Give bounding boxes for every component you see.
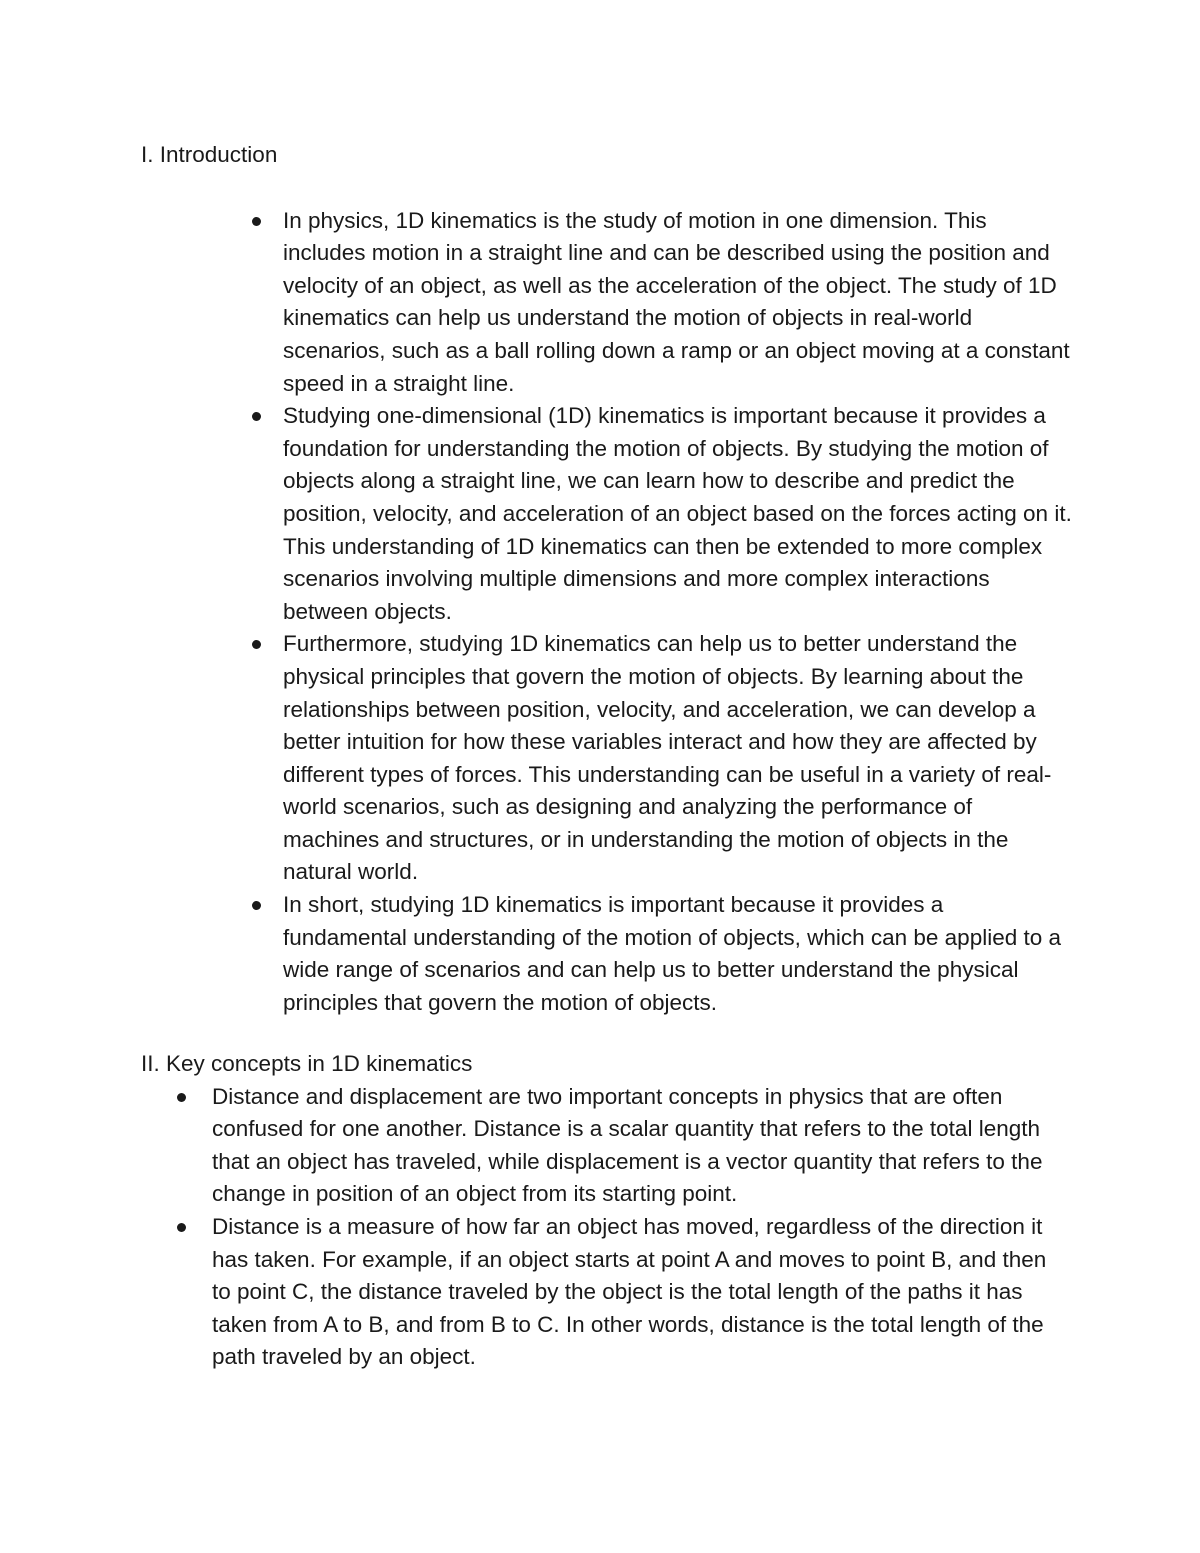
section-heading: II. Key concepts in 1D kinematics (141, 1051, 473, 1076)
section-heading: I. Introduction (141, 142, 278, 167)
list-item-text: In physics, 1D kinematics is the study of motion in one dimension. This includes motion in a straight line and can be described using the position and velocity of an object, as well as the acceleration of the object. The study of 1D kinematics can help us understand the motion of objects in real-world scenarios, such as a ball rolling down a ramp or an object moving at a constant speed in a straight line. (283, 207, 1070, 396)
list-item (0, 628, 1073, 889)
list-item (0, 889, 1073, 1019)
list-item-text: Distance and displacement are two important concepts in physics that are often confused for one another. Distance is a scalar quantity that refers to the total length that an object has traveled, while displacement is a vector quantity that refers to the change in position of an object from its starting point. (212, 1083, 1043, 1207)
list-item-text: Distance is a measure of how far an object has moved, regardless of the direction it has taken. For example, if an object starts at point A and moves to point B, and then to point C, the distance traveled by the object is the total length of the paths it has taken from A to B, and from B to C. In other words, distance is the total length of the path traveled by an object. (212, 1213, 1047, 1370)
list-item (0, 1211, 1064, 1374)
bullet-icon (177, 1223, 186, 1232)
section-key-concepts (0, 1048, 1200, 1374)
bullet-icon (252, 640, 261, 649)
bullet-icon (252, 217, 261, 226)
list-item-text: Furthermore, studying 1D kinematics can help us to better understand the physical principles that govern the motion of objects. By learning about the relationships between position, velocity, and acceleration, we can develop a better intuition for how these variables interact and how they are affected by different types of forces. This understanding can be useful in a variety of real-world scenarios, such as designing and analyzing the performance of machines and structures, or in understanding the motion of objects in the natural world. (283, 631, 1052, 885)
list-item-text: Studying one-dimensional (1D) kinematics is important because it provides a foundation for understanding the motion of objects. By studying the motion of objects along a straight line, we can learn how to describe and predict the position, velocity, and acceleration of an object based on the forces acting on it. This understanding of 1D kinematics can then be extended to more complex scenarios involving multiple dimensions and more complex interactions between objects. (283, 403, 1072, 624)
section-introduction (0, 139, 1200, 1019)
bullet-icon (177, 1093, 186, 1102)
bullet-list (0, 205, 1200, 1020)
list-item (0, 205, 1073, 401)
bullet-icon (252, 412, 261, 421)
list-item (0, 1081, 1064, 1211)
list-item (0, 400, 1073, 628)
list-item-text: In short, studying 1D kinematics is important because it provides a fundamental understanding of the motion of objects, which can be applied to a wide range of scenarios and can help us to better understand the physical principles that govern the motion of objects. (283, 892, 1062, 1015)
bullet-icon (252, 901, 261, 910)
bullet-list (0, 1081, 1200, 1374)
